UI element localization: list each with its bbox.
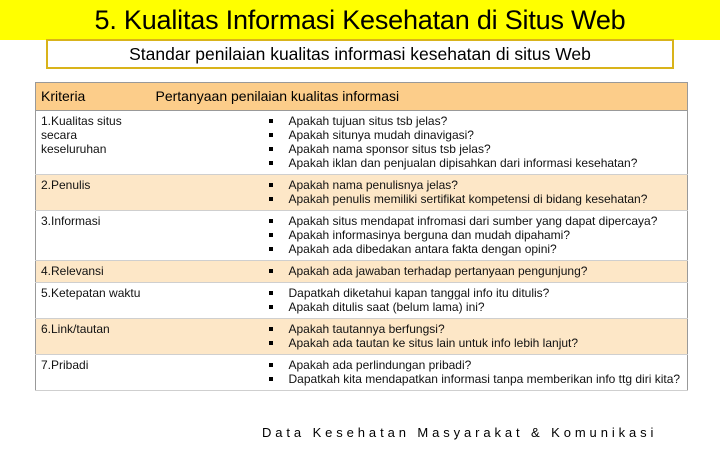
question-item: Apakah tautannya berfungsi? bbox=[146, 322, 688, 336]
table-body bbox=[36, 111, 688, 391]
table-row bbox=[36, 211, 688, 261]
question-item: Apakah ada perlindungan pribadi? bbox=[146, 358, 688, 372]
question-list bbox=[146, 358, 688, 386]
question-list bbox=[146, 322, 688, 350]
question-item: Apakah ada dibedakan antara fakta dengan opini? bbox=[146, 242, 688, 256]
table-row bbox=[36, 111, 688, 175]
criterion-cell: 2.Penulis bbox=[36, 175, 146, 211]
table-header-row bbox=[36, 83, 688, 111]
question-list bbox=[146, 214, 688, 256]
footer-text: Data Kesehatan Masyarakat & Komunikasi bbox=[262, 425, 658, 440]
question-item: Apakah informasinya berguna dan mudah dipahami? bbox=[146, 228, 688, 242]
questions-cell bbox=[146, 261, 688, 283]
question-item: Dapatkah diketahui kapan tanggal info itu ditulis? bbox=[146, 286, 688, 300]
criterion-cell: 1.Kualitas situs secara keseluruhan bbox=[36, 111, 146, 175]
table-row bbox=[36, 283, 688, 319]
question-list bbox=[146, 286, 688, 314]
question-item: Apakah situnya mudah dinavigasi? bbox=[146, 128, 688, 142]
criterion-cell: 4.Relevansi bbox=[36, 261, 146, 283]
question-item: Apakah nama penulisnya jelas? bbox=[146, 178, 688, 192]
subtitle: Standar penilaian kualitas informasi kesehatan di situs Web bbox=[129, 44, 591, 64]
criterion-cell: 6.Link/tautan bbox=[36, 319, 146, 355]
question-item: Apakah ditulis saat (belum lama) ini? bbox=[146, 300, 688, 314]
table-row bbox=[36, 319, 688, 355]
criteria-table bbox=[35, 82, 688, 391]
question-item: Apakah nama sponsor situs tsb jelas? bbox=[146, 142, 688, 156]
questions-cell bbox=[146, 175, 688, 211]
header-questions: Pertanyaan penilaian kualitas informasi bbox=[146, 83, 688, 111]
table-row bbox=[36, 261, 688, 283]
question-list bbox=[146, 178, 688, 206]
criterion-cell: 7.Pribadi bbox=[36, 355, 146, 391]
questions-cell bbox=[146, 211, 688, 261]
question-list bbox=[146, 114, 688, 170]
question-item: Apakah ada tautan ke situs lain untuk info lebih lanjut? bbox=[146, 336, 688, 350]
question-item: Apakah situs mendapat infromasi dari sumber yang dapat dipercaya? bbox=[146, 214, 688, 228]
question-item: Dapatkah kita mendapatkan informasi tanpa memberikan info ttg diri kita? bbox=[146, 372, 688, 386]
question-item: Apakah ada jawaban terhadap pertanyaan pengunjung? bbox=[146, 264, 688, 278]
questions-cell bbox=[146, 355, 688, 391]
question-item: Apakah tujuan situs tsb jelas? bbox=[146, 114, 688, 128]
table-row bbox=[36, 175, 688, 211]
table-row bbox=[36, 355, 688, 391]
page-title: 5. Kualitas Informasi Kesehatan di Situs Web bbox=[94, 5, 626, 35]
criterion-cell: 5.Ketepatan waktu bbox=[36, 283, 146, 319]
question-item: Apakah penulis memiliki sertifikat kompetensi di bidang kesehatan? bbox=[146, 192, 688, 206]
header-criteria: Kriteria bbox=[36, 83, 146, 111]
questions-cell bbox=[146, 283, 688, 319]
question-list bbox=[146, 264, 688, 278]
questions-cell bbox=[146, 319, 688, 355]
title-bar bbox=[0, 0, 720, 40]
criterion-cell: 3.Informasi bbox=[36, 211, 146, 261]
question-item: Apakah iklan dan penjualan dipisahkan dari informasi kesehatan? bbox=[146, 156, 688, 170]
questions-cell bbox=[146, 111, 688, 175]
subtitle-box bbox=[46, 39, 674, 69]
